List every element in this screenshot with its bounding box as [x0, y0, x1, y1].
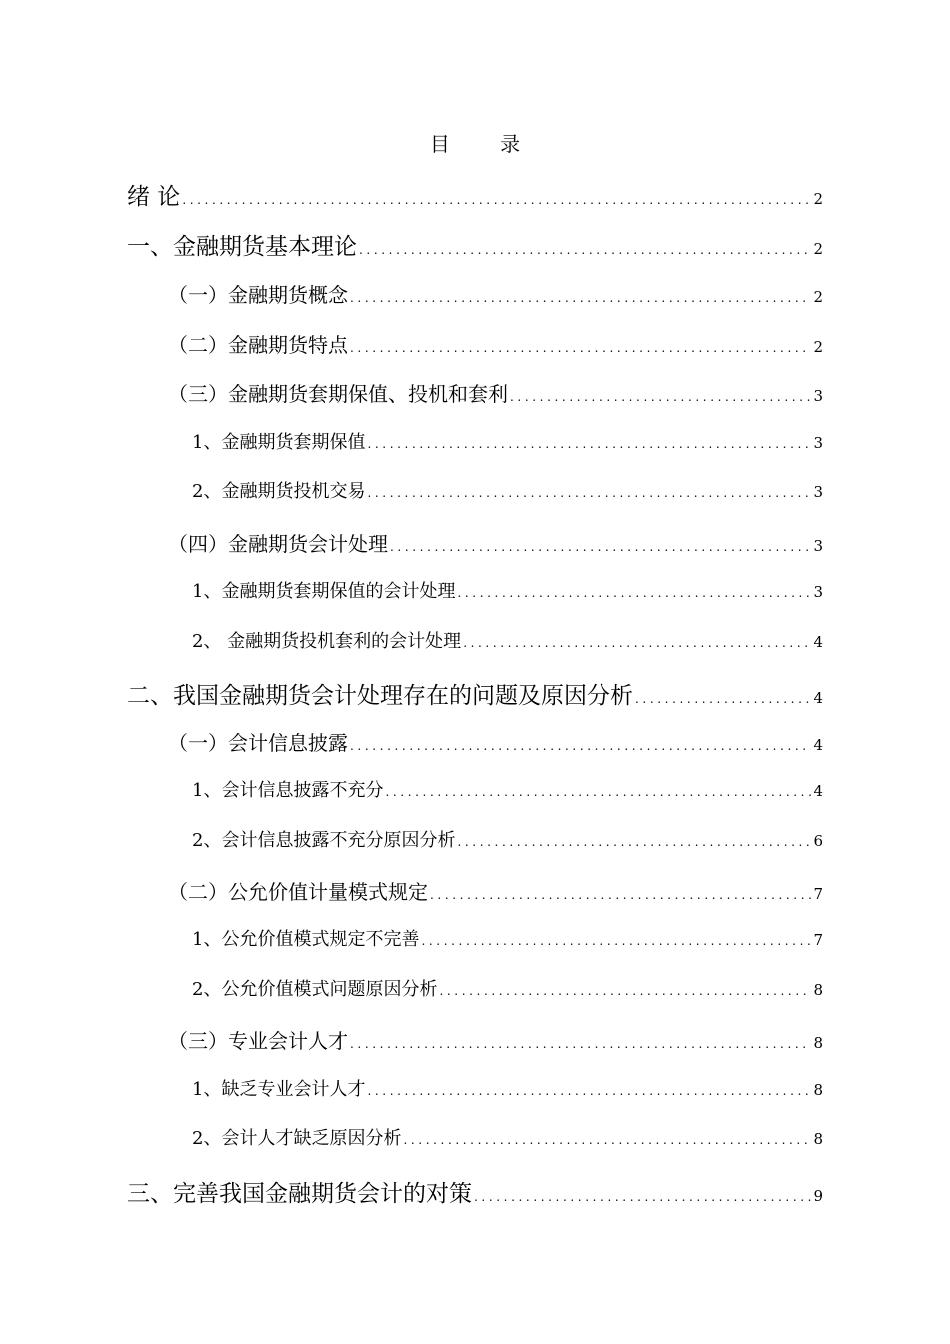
toc-entry-page-number: 8: [813, 981, 823, 999]
toc-entry-page-number: 4: [813, 736, 823, 754]
toc-entry[interactable]: [192, 975, 823, 1001]
toc-entry-label: 二、我国金融期货会计处理存在的问题及原因分析: [127, 683, 633, 709]
toc-entry[interactable]: [127, 677, 823, 710]
toc-entry[interactable]: [192, 1124, 823, 1150]
dot-leader: [635, 692, 811, 706]
toc-entry-label: 2、 金融期货投机套利的会计处理: [192, 631, 462, 652]
toc-entry-page-number: 7: [813, 885, 823, 903]
toc-entry[interactable]: [168, 329, 823, 358]
dot-leader: [350, 1037, 811, 1051]
toc-entry-label: 三、完善我国金融期货会计的对策: [127, 1181, 472, 1207]
toc-entry[interactable]: [127, 1175, 823, 1208]
toc-entry-label: 2、会计人才缺乏原因分析: [192, 1128, 402, 1149]
toc-entry[interactable]: [192, 577, 823, 603]
toc-entry-page-number: 3: [813, 387, 823, 405]
toc-entry[interactable]: [192, 925, 823, 951]
dot-leader: [350, 341, 811, 355]
toc-entry[interactable]: [192, 1075, 823, 1101]
dot-leader: [510, 390, 811, 404]
toc-entry-page-number: 6: [813, 832, 823, 850]
toc-entry-page-number: 4: [813, 689, 823, 707]
toc-entry[interactable]: [192, 477, 823, 503]
toc-entry-label: （四）金融期货会计处理: [168, 532, 388, 556]
toc-entry[interactable]: [192, 826, 823, 852]
toc-entry-page-number: 3: [813, 483, 823, 501]
dot-leader: [430, 888, 811, 902]
toc-entry-page-number: 7: [813, 931, 823, 949]
toc-entry-label: 2、金融期货投机交易: [192, 481, 366, 502]
toc-entry-page-number: 2: [813, 240, 823, 258]
dot-leader: [367, 486, 811, 500]
toc-entry-label: （二）公允价值计量模式规定: [168, 880, 428, 904]
toc-entry-page-number: 4: [813, 782, 823, 800]
dot-leader: [457, 586, 811, 600]
toc-entry-label: 1、金融期货套期保值的会计处理: [192, 581, 456, 602]
toc-entry-label: （一）金融期货概念: [168, 283, 348, 307]
dot-leader: [463, 636, 811, 650]
dot-leader: [385, 785, 811, 799]
toc-entry-page-number: 8: [813, 1081, 823, 1099]
dot-leader: [359, 243, 811, 257]
dot-leader: [439, 984, 811, 998]
toc-entry[interactable]: [127, 178, 823, 211]
dot-leader: [474, 1190, 811, 1204]
toc-entry-label: 2、会计信息披露不充分原因分析: [192, 830, 456, 851]
toc-entry-label: 1、公允价值模式规定不完善: [192, 929, 420, 950]
toc-entry[interactable]: [168, 727, 823, 756]
toc-entry-label: 1、缺乏专业会计人才: [192, 1079, 366, 1100]
toc-entry[interactable]: [192, 627, 823, 653]
toc-entry-label: （一）会计信息披露: [168, 731, 348, 755]
dot-leader: [403, 1133, 811, 1147]
dot-leader: [390, 540, 811, 554]
toc-entry[interactable]: [127, 228, 823, 261]
toc-title: 目 录: [429, 132, 543, 156]
toc-entry[interactable]: [168, 378, 823, 407]
toc-entry[interactable]: [168, 528, 823, 557]
toc-entry-page-number: 3: [813, 434, 823, 452]
toc-entry[interactable]: [192, 776, 823, 802]
toc-entry-label: （二）金融期货特点: [168, 333, 348, 357]
toc-entry-page-number: 8: [813, 1034, 823, 1052]
toc-entry[interactable]: [168, 876, 823, 905]
toc-entry-page-number: 2: [813, 190, 823, 208]
toc-entry-label: 1、会计信息披露不充分: [192, 780, 384, 801]
dot-leader: [421, 934, 811, 948]
toc-entry-page-number: 3: [813, 583, 823, 601]
toc-entry[interactable]: [168, 1025, 823, 1054]
toc-entry[interactable]: [168, 279, 823, 308]
dot-leader: [367, 1084, 811, 1098]
dot-leader: [182, 193, 811, 207]
toc-entry-page-number: 9: [813, 1187, 823, 1205]
toc-entry-page-number: 4: [813, 633, 823, 651]
toc-entry-label: 绪 论: [127, 184, 181, 210]
dot-leader: [350, 291, 811, 305]
toc-entry-label: 1、金融期货套期保值: [192, 432, 366, 453]
toc-entry-page-number: 2: [813, 338, 823, 356]
toc-entry[interactable]: [192, 428, 823, 454]
dot-leader: [350, 739, 811, 753]
toc-entry-page-number: 2: [813, 288, 823, 306]
toc-entry-label: （三）金融期货套期保值、投机和套利: [168, 382, 508, 406]
toc-entry-page-number: 8: [813, 1130, 823, 1148]
dot-leader: [457, 835, 811, 849]
dot-leader: [367, 437, 811, 451]
toc-entry-label: 一、金融期货基本理论: [127, 234, 357, 260]
toc-entry-page-number: 3: [813, 537, 823, 555]
toc-entry-label: （三）专业会计人才: [168, 1029, 348, 1053]
toc-entry-label: 2、公允价值模式问题原因分析: [192, 979, 438, 1000]
